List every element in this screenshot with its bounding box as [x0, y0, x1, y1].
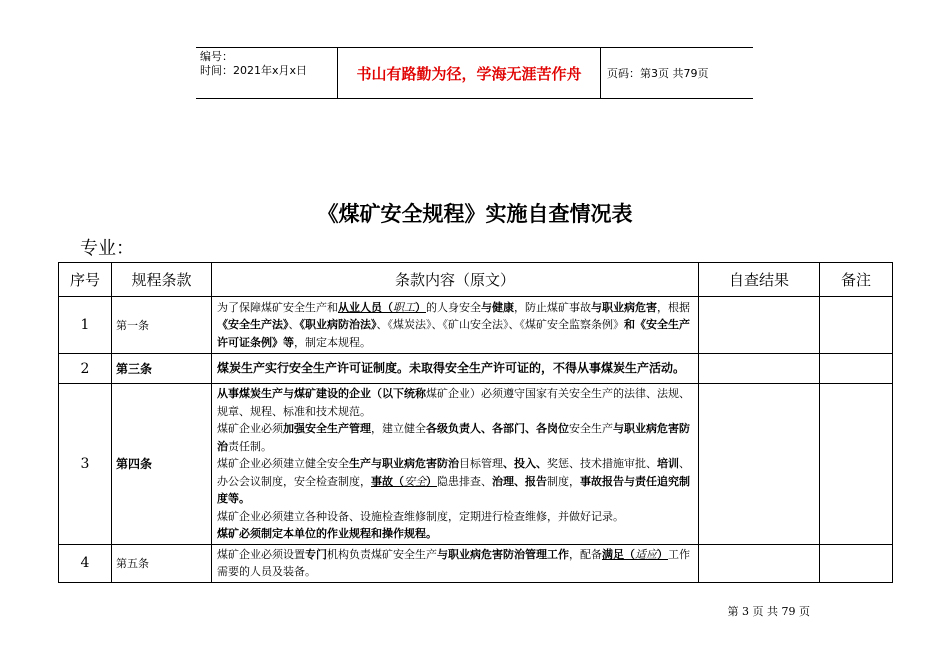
- row-result[interactable]: [699, 384, 820, 545]
- row-rule: 第四条: [112, 384, 212, 545]
- major-label: 专业：: [80, 238, 134, 259]
- header-remark: 备注: [820, 263, 893, 297]
- header-meta: [196, 48, 338, 98]
- row-rule: 第五条: [112, 544, 212, 582]
- row-remark[interactable]: [820, 354, 893, 384]
- table-row: [59, 384, 893, 545]
- header-result: 自查结果: [699, 263, 820, 297]
- row-content: 为了保障煤矿安全生产和从业人员（职工）的人身安全与健康，防止煤矿事故与职业病危害，根据《安全生产法》、《职业病防治法》、《煤炭法》、《矿山安全法》、《煤矿安全监察条例》和《安全生产许可证条例》等，制定本规程。: [212, 297, 699, 354]
- row-rule: 第一条: [112, 297, 212, 354]
- row-no: 1: [59, 297, 112, 354]
- table-header-row: [59, 263, 893, 297]
- row-remark[interactable]: [820, 297, 893, 354]
- number-label: 编号：: [200, 50, 233, 63]
- document-title: 《煤矿安全规程》实施自查情况表: [317, 202, 633, 226]
- header-rule: 规程条款: [112, 263, 212, 297]
- row-result[interactable]: [699, 544, 820, 582]
- self-check-table: [58, 262, 893, 583]
- header-content: 条款内容（原文）: [212, 263, 699, 297]
- row-remark[interactable]: [820, 544, 893, 582]
- row-content: 煤炭生产实行安全生产许可证制度。未取得安全生产许可证的，不得从事煤炭生产活动。: [212, 354, 699, 384]
- header-motto: 书山有路勤为径，学海无涯苦作舟: [338, 48, 601, 98]
- row-no: 4: [59, 544, 112, 582]
- row-no: 2: [59, 354, 112, 384]
- table-row: [59, 544, 893, 582]
- row-remark[interactable]: [820, 384, 893, 545]
- row-content: 煤矿企业必须设置专门机构负责煤矿安全生产与职业病危害防治管理工作，配备满足（适应）工作需要的人员及装备。: [212, 544, 699, 582]
- row-content: 从事煤炭生产与煤矿建设的企业（以下统称煤矿企业）必须遵守国家有关安全生产的法律、法规、规章、规程、标准和技术规范。 煤矿企业必须加强安全生产管理，建立健全各级负责人、各部门、各岗位安全生产与职业病危害防治责任制。 煤矿企业必须建立健全安全生产与职业病危害防治目标管理、投入、奖惩、技术措施审批、培训、办公会议制度，安全检查制度，事故（安全）隐患排查、治理、报告制度，事故报告与责任追究制度等。 煤矿企业必须建立各种设备、设施检查维修制度，定期进行检查维修，并做好记录。 煤矿必须制定本单位的作业规程和操作规程。: [212, 384, 699, 545]
- time-label: 时间：2021年x月x日: [200, 64, 308, 77]
- table-row: [59, 297, 893, 354]
- header-page-label: 页码：第3页 共79页: [607, 67, 709, 80]
- row-result[interactable]: [699, 354, 820, 384]
- document-header: [196, 47, 753, 99]
- table-row: [59, 354, 893, 384]
- row-rule: 第三条: [112, 354, 212, 384]
- row-no: 3: [59, 384, 112, 545]
- row-result[interactable]: [699, 297, 820, 354]
- header-no: 序号: [59, 263, 112, 297]
- page-footer: 第 3 页 共 79 页: [727, 605, 810, 618]
